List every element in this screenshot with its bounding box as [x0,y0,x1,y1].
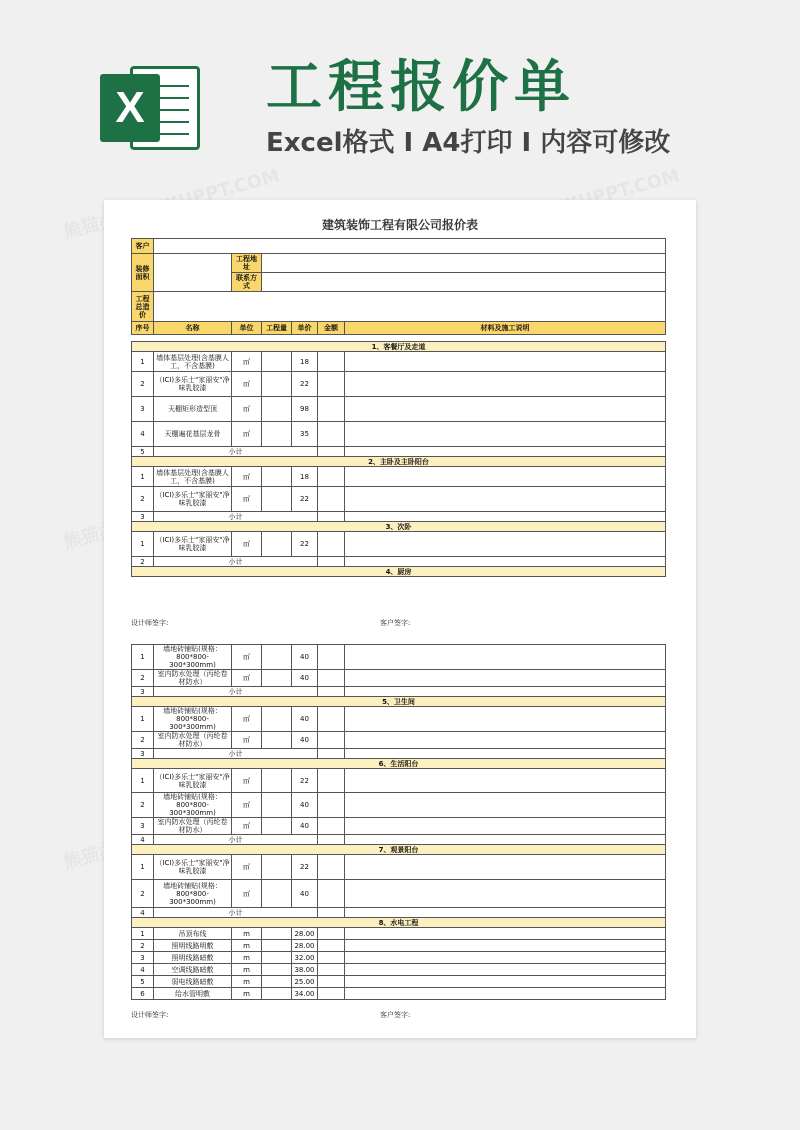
item-description[interactable] [345,855,666,880]
item-unit: m [232,940,262,952]
item-amount[interactable] [318,818,345,835]
excel-logo-icon [100,58,204,158]
subtotal-amount[interactable] [318,512,345,522]
subtotal-row [132,557,666,567]
column-header: 名称 [154,322,232,335]
subtotal-label: 小计 [154,512,318,522]
item-amount[interactable] [318,988,345,1000]
item-unit: ㎡ [232,645,262,670]
item-amount[interactable] [318,422,345,447]
item-description[interactable] [345,645,666,670]
item-unit: ㎡ [232,397,262,422]
column-header: 单价 [292,322,318,335]
contact-label: 联系方式 [232,273,262,292]
item-name: （ICI)多乐士"家丽安"净味乳胶漆 [154,372,232,397]
item-unit: ㎡ [232,352,262,372]
row-number: 5 [132,976,154,988]
subtotal-note[interactable] [345,908,666,918]
item-unit-price: 22 [292,855,318,880]
item-unit-price: 22 [292,769,318,793]
customer-label: 客户 [132,239,154,254]
column-header: 单位 [232,322,262,335]
item-description[interactable] [345,670,666,687]
item-description[interactable] [345,372,666,397]
item-unit: ㎡ [232,487,262,512]
subtotal-row [132,447,666,457]
row-number: 2 [132,372,154,397]
section-title: 4、厨房 [132,567,666,577]
item-unit-price: 40 [292,880,318,908]
section-header [132,918,666,928]
item-name: 室内防水处理（丙纶卷材防水） [154,732,232,749]
table-row [132,964,666,976]
item-unit-price: 28.00 [292,940,318,952]
item-quantity[interactable] [262,952,292,964]
item-amount[interactable] [318,769,345,793]
table-row [132,988,666,1000]
row-number: 1 [132,467,154,487]
section-header [132,567,666,577]
subtotal-note[interactable] [345,447,666,457]
row-number: 2 [132,880,154,908]
subtotal-label: 小计 [154,835,318,845]
item-unit-price: 22 [292,532,318,557]
info-table [131,238,666,335]
section-header [132,342,666,352]
item-quantity[interactable] [262,397,292,422]
item-unit: m [232,976,262,988]
row-number: 1 [132,352,154,372]
item-unit-price: 28.00 [292,928,318,940]
subtotal-note[interactable] [345,557,666,567]
item-amount[interactable] [318,645,345,670]
row-number: 4 [132,908,154,918]
section-header [132,697,666,707]
item-unit-price: 35 [292,422,318,447]
item-name: （ICI)多乐士"家丽安"净味乳胶漆 [154,855,232,880]
item-quantity[interactable] [262,880,292,908]
item-unit-price: 34.00 [292,988,318,1000]
item-amount[interactable] [318,487,345,512]
item-unit: ㎡ [232,532,262,557]
item-name: 天棚遍花基层龙骨 [154,422,232,447]
subtotal-amount[interactable] [318,447,345,457]
item-quantity[interactable] [262,976,292,988]
column-header: 序号 [132,322,154,335]
item-description[interactable] [345,487,666,512]
subtotal-row [132,512,666,522]
item-quantity[interactable] [262,818,292,835]
item-name: （ICI)多乐士"家丽安"净味乳胶漆 [154,487,232,512]
item-description[interactable] [345,818,666,835]
item-unit: ㎡ [232,372,262,397]
area-label: 装修面积 [132,254,154,292]
address-value[interactable] [262,254,666,273]
item-name: 墙体基层处理(含基膜人工，不含基膜) [154,352,232,372]
item-name: 给水管明敷 [154,988,232,1000]
item-amount[interactable] [318,467,345,487]
table-row [132,880,666,908]
section-header [132,457,666,467]
section-title: 3、次卧 [132,522,666,532]
row-number: 1 [132,769,154,793]
table-row [132,707,666,732]
item-unit: ㎡ [232,670,262,687]
customer-signature: 客户签字: [380,619,411,627]
row-number: 1 [132,707,154,732]
item-name: 墙地砖铺贴(规格：800*800-300*300mm) [154,645,232,670]
item-unit-price: 40 [292,818,318,835]
item-amount[interactable] [318,855,345,880]
subtotal-label: 小计 [154,557,318,567]
row-number: 1 [132,928,154,940]
row-number: 1 [132,532,154,557]
item-name: 照明线路暗敷 [154,952,232,964]
item-name: 天棚矩形造型顶 [154,397,232,422]
item-unit-price: 40 [292,732,318,749]
item-quantity[interactable] [262,707,292,732]
item-description[interactable] [345,707,666,732]
item-quantity[interactable] [262,855,292,880]
item-unit-price: 40 [292,707,318,732]
section-title: 1、客餐厅及走道 [132,342,666,352]
item-description[interactable] [345,352,666,372]
row-number: 3 [132,512,154,522]
item-unit-price: 22 [292,487,318,512]
table-row [132,397,666,422]
item-name: 室内防水处理（丙纶卷材防水） [154,670,232,687]
table-row [132,952,666,964]
item-quantity[interactable] [262,372,292,397]
item-description[interactable] [345,928,666,940]
quote-table-page-2 [131,644,666,1000]
item-unit: ㎡ [232,855,262,880]
item-quantity[interactable] [262,769,292,793]
item-amount[interactable] [318,707,345,732]
table-row [132,645,666,670]
subtotal-row [132,749,666,759]
designer-signature: 设计师签字: [131,1011,169,1019]
subtotal-label: 小计 [154,687,318,697]
item-unit: m [232,964,262,976]
item-unit-price: 32.00 [292,952,318,964]
subtotal-amount[interactable] [318,557,345,567]
item-unit: ㎡ [232,467,262,487]
item-description[interactable] [345,397,666,422]
item-quantity[interactable] [262,793,292,818]
subtotal-note[interactable] [345,835,666,845]
item-unit: ㎡ [232,880,262,908]
excel-logo-letter: X [100,74,160,142]
item-name: 墙地砖铺贴(规格：800*800-300*300mm) [154,880,232,908]
item-amount[interactable] [318,793,345,818]
item-description[interactable] [345,976,666,988]
item-unit-price: 40 [292,645,318,670]
section-header [132,845,666,855]
item-unit: ㎡ [232,707,262,732]
section-title: 6、生活阳台 [132,759,666,769]
row-number: 2 [132,557,154,567]
subtotal-row [132,908,666,918]
item-description[interactable] [345,532,666,557]
item-description[interactable] [345,952,666,964]
item-unit: ㎡ [232,818,262,835]
row-number: 4 [132,964,154,976]
item-unit-price: 38.00 [292,964,318,976]
subtotal-row [132,687,666,697]
table-row [132,487,666,512]
subtotal-label: 小计 [154,749,318,759]
row-number: 4 [132,835,154,845]
item-unit: ㎡ [232,732,262,749]
item-unit: m [232,988,262,1000]
item-amount[interactable] [318,732,345,749]
table-row [132,352,666,372]
item-name: 墙地砖铺贴(规格：800*800-300*300mm) [154,793,232,818]
table-row [132,732,666,749]
item-unit: ㎡ [232,769,262,793]
item-amount[interactable] [318,372,345,397]
banner-title: 工程报价单 [266,55,576,120]
item-name: （ICI)多乐士"家丽安"净味乳胶漆 [154,769,232,793]
item-name: 空调线路暗敷 [154,964,232,976]
item-name: （ICI)多乐士"家丽安"净味乳胶漆 [154,532,232,557]
table-row [132,940,666,952]
subtotal-note[interactable] [345,749,666,759]
total-label: 工程总造价 [132,292,154,322]
table-row [132,670,666,687]
row-number: 3 [132,818,154,835]
item-unit: ㎡ [232,793,262,818]
section-title: 5、卫生间 [132,697,666,707]
total-value[interactable] [154,292,666,322]
row-number: 2 [132,793,154,818]
item-unit-price: 25.00 [292,976,318,988]
row-number: 3 [132,687,154,697]
table-row [132,976,666,988]
subtotal-amount[interactable] [318,835,345,845]
item-amount[interactable] [318,880,345,908]
table-row [132,372,666,397]
item-name: 室内防水处理（丙纶卷材防水） [154,818,232,835]
subtotal-amount[interactable] [318,908,345,918]
item-quantity[interactable] [262,940,292,952]
item-name: 弱电线路暗敷 [154,976,232,988]
item-unit-price: 18 [292,467,318,487]
item-quantity[interactable] [262,532,292,557]
item-unit-price: 22 [292,372,318,397]
item-unit-price: 98 [292,397,318,422]
row-number: 3 [132,397,154,422]
contact-value[interactable] [262,273,666,292]
item-amount[interactable] [318,928,345,940]
item-description[interactable] [345,769,666,793]
item-quantity[interactable] [262,732,292,749]
table-row [132,818,666,835]
table-row [132,467,666,487]
table-row [132,532,666,557]
row-number: 4 [132,422,154,447]
item-amount[interactable] [318,940,345,952]
column-header: 金额 [318,322,345,335]
section-title: 7、观景阳台 [132,845,666,855]
item-quantity[interactable] [262,422,292,447]
area-value[interactable] [154,254,232,292]
item-quantity[interactable] [262,487,292,512]
table-row [132,422,666,447]
item-amount[interactable] [318,397,345,422]
row-number: 1 [132,645,154,670]
section-title: 8、水电工程 [132,918,666,928]
item-description[interactable] [345,880,666,908]
item-quantity[interactable] [262,352,292,372]
address-label: 工程地址 [232,254,262,273]
row-number: 2 [132,732,154,749]
item-amount[interactable] [318,352,345,372]
item-name: 墙地砖铺贴(规格：800*800-300*300mm) [154,707,232,732]
item-unit: m [232,928,262,940]
item-name: 吊顶布线 [154,928,232,940]
item-quantity[interactable] [262,964,292,976]
row-number: 1 [132,855,154,880]
section-title: 2、主卧及主卧阳台 [132,457,666,467]
item-description[interactable] [345,422,666,447]
item-quantity[interactable] [262,467,292,487]
column-header: 工程量 [262,322,292,335]
item-unit: m [232,952,262,964]
document-title: 建筑装饰工程有限公司报价表 [321,218,478,232]
subtotal-note[interactable] [345,512,666,522]
item-unit-price: 40 [292,670,318,687]
banner-subtitle: Excel格式 I A4打印 I 内容可修改 [266,128,671,158]
subtotal-label: 小计 [154,908,318,918]
row-number: 2 [132,670,154,687]
item-amount[interactable] [318,976,345,988]
subtotal-row [132,835,666,845]
item-description[interactable] [345,964,666,976]
row-number: 3 [132,749,154,759]
item-name: 照明线路明敷 [154,940,232,952]
item-description[interactable] [345,988,666,1000]
item-quantity[interactable] [262,670,292,687]
item-quantity[interactable] [262,988,292,1000]
item-name: 墙体基层处理(含基膜人工，不含基膜) [154,467,232,487]
item-amount[interactable] [318,532,345,557]
item-description[interactable] [345,793,666,818]
subtotal-label: 小计 [154,447,318,457]
item-quantity[interactable] [262,928,292,940]
row-number: 2 [132,940,154,952]
row-number: 3 [132,952,154,964]
designer-signature: 设计师签字: [131,619,169,627]
table-row [132,769,666,793]
customer-value[interactable] [154,239,666,254]
item-unit-price: 40 [292,793,318,818]
item-unit: ㎡ [232,422,262,447]
item-amount[interactable] [318,670,345,687]
item-amount[interactable] [318,952,345,964]
section-header [132,522,666,532]
item-quantity[interactable] [262,645,292,670]
subtotal-amount[interactable] [318,687,345,697]
row-number: 5 [132,447,154,457]
row-number: 2 [132,487,154,512]
row-number: 6 [132,988,154,1000]
item-description[interactable] [345,940,666,952]
item-amount[interactable] [318,964,345,976]
column-header: 材料及施工说明 [345,322,666,335]
customer-signature: 客户签字: [380,1011,411,1019]
subtotal-amount[interactable] [318,749,345,759]
item-unit-price: 18 [292,352,318,372]
quote-document [104,200,696,1038]
table-row [132,793,666,818]
quote-table-page-1 [131,341,666,577]
table-row [132,855,666,880]
subtotal-note[interactable] [345,687,666,697]
section-header [132,759,666,769]
item-description[interactable] [345,732,666,749]
item-description[interactable] [345,467,666,487]
table-row [132,928,666,940]
